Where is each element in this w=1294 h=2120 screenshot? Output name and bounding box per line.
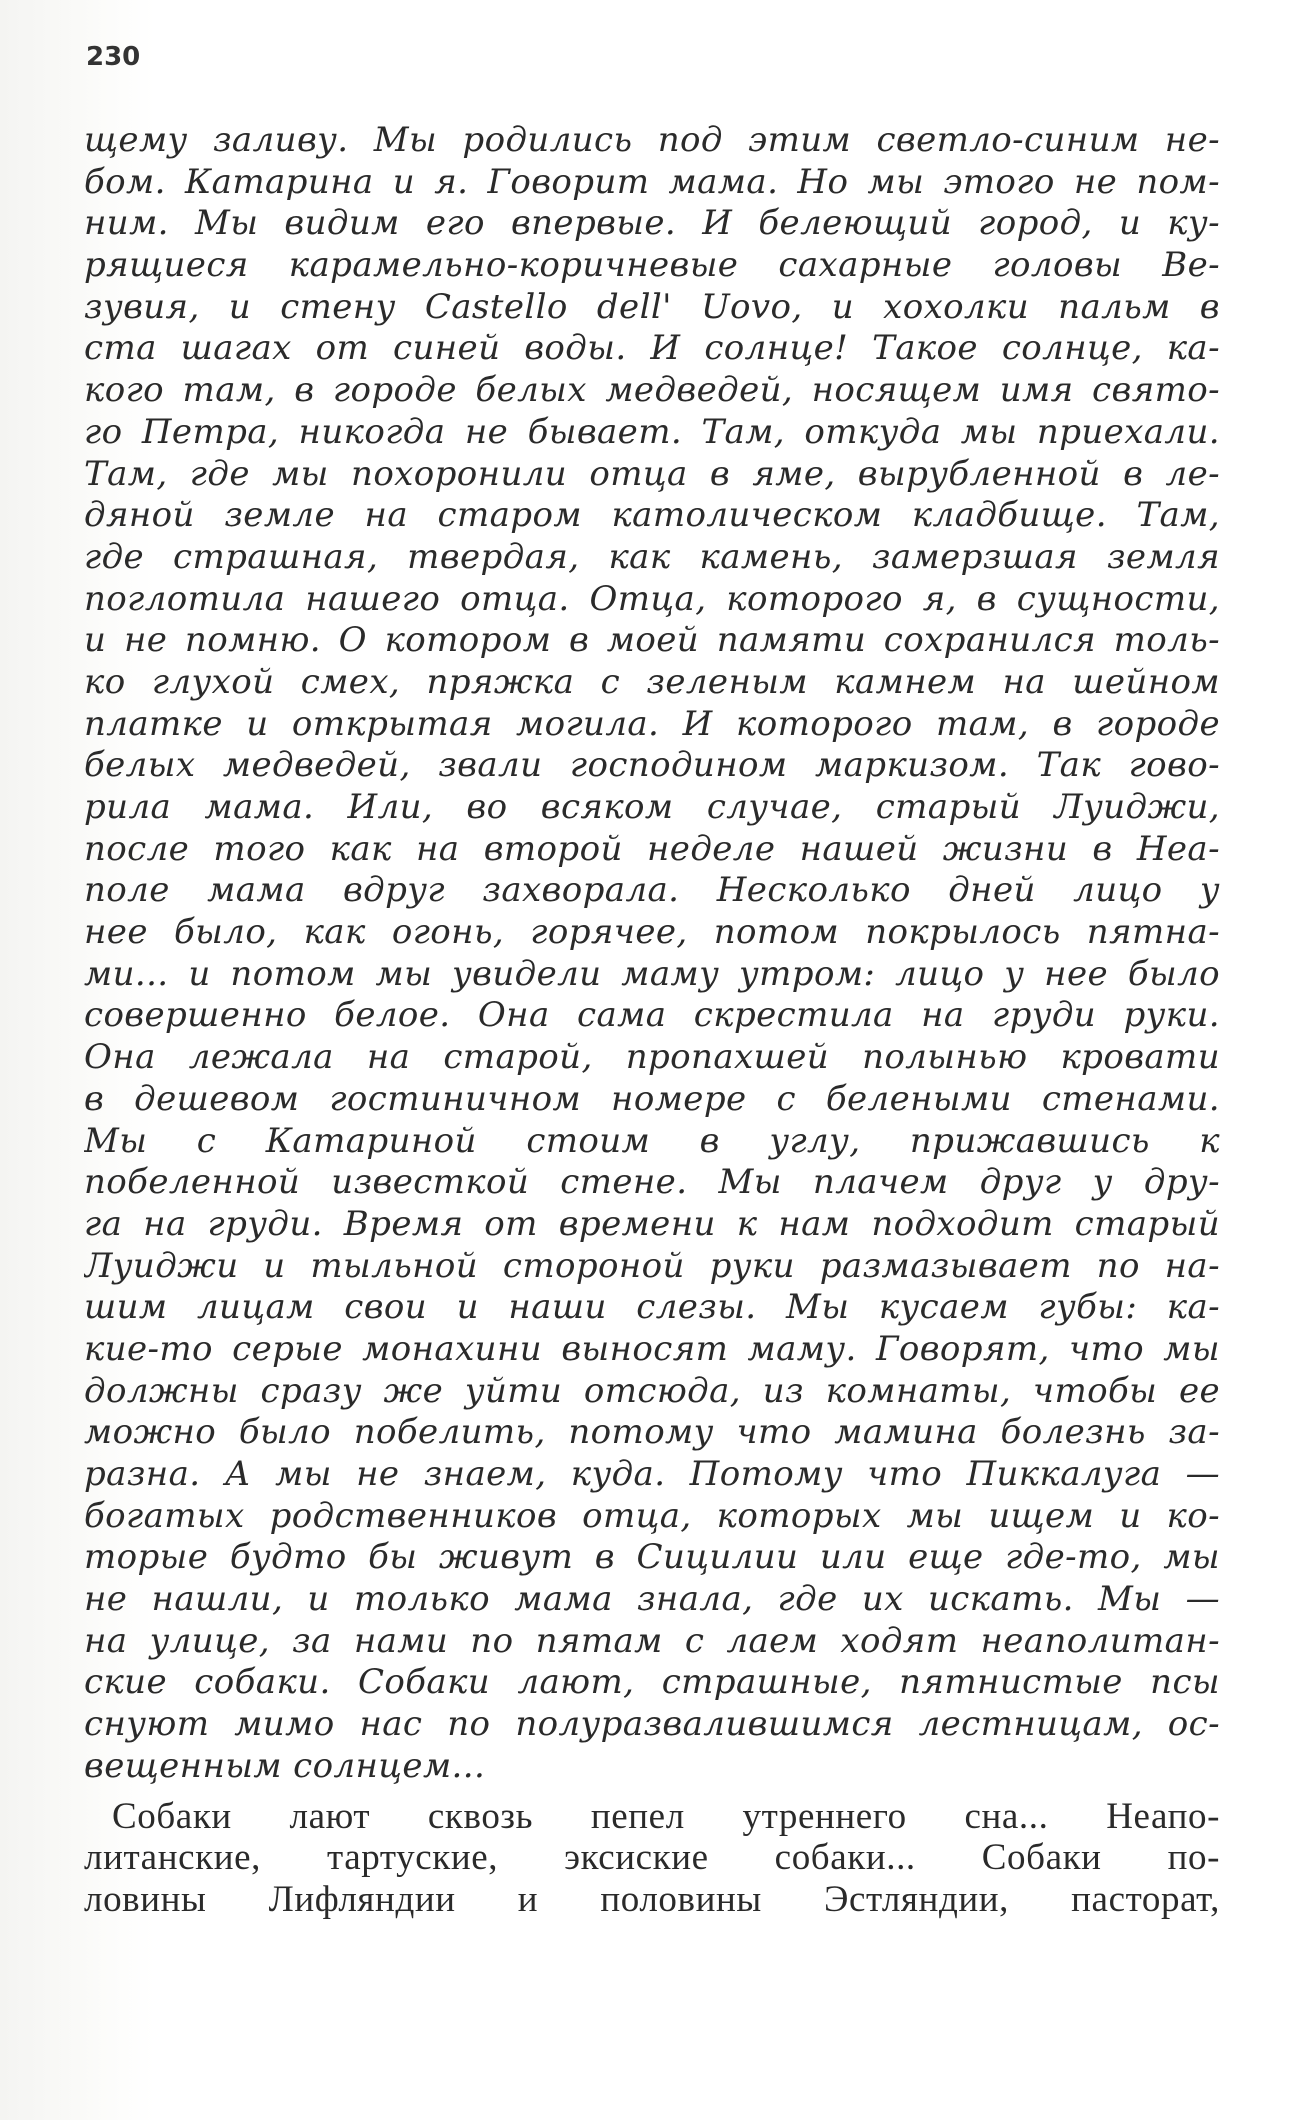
text-line: платке и открытая могила. И которого там, в городе	[84, 703, 1220, 744]
text-line: кого там, в городе белых медведей, носящем имя свято-	[84, 370, 1220, 411]
text-line: шим лицам свои и наши слезы. Мы кусаем губы: ка-	[84, 1287, 1220, 1328]
text-line: го Петра, никогда не бывает. Там, откуда мы приехали.	[84, 411, 1220, 452]
text-line: ми... и потом мы увидели маму утром: лицо у нее было	[84, 953, 1220, 994]
text-line: литанские, тартуские, эксиские собаки... Собаки по-	[84, 1837, 1220, 1879]
text-line: га на груди. Время от времени к нам подходит старый	[84, 1203, 1220, 1244]
text-line: совершенно белое. Она сама скрестила на груди руки.	[84, 995, 1220, 1036]
text-line: поле мама вдруг захворала. Несколько дней лицо у	[84, 870, 1220, 911]
text-line: должны сразу же уйти отсюда, из комнаты, чтобы ее	[84, 1370, 1220, 1411]
text-line: ские собаки. Собаки лают, страшные, пятнистые псы	[84, 1662, 1220, 1703]
text-line: Собаки лают сквозь пепел утреннего сна... Неапо-	[112, 1795, 1220, 1837]
text-line: ловины Лифляндии и половины Эстляндии, пасторат,	[84, 1878, 1220, 1920]
text-line: ним. Мы видим его впервые. И белеющий город, и ку-	[84, 203, 1220, 244]
text-line: бом. Катарина и я. Говорит мама. Но мы этого не пом-	[84, 161, 1220, 202]
text-line: после того как на второй неделе нашей жизни в Неа-	[84, 828, 1220, 869]
text-line: Мы с Катариной стоим в углу, прижавшись к	[84, 1120, 1220, 1161]
text-line: ко глухой смех, пряжка с зеленым камнем на шейном	[84, 661, 1220, 702]
text-line: в дешевом гостиничном номере с белеными стенами.	[84, 1078, 1220, 1119]
text-line: зувия, и стену Castello dell' Uovo, и хохолки пальм в	[84, 286, 1220, 327]
text-line: щему заливу. Мы родились под этим светло-синим не-	[84, 120, 1220, 160]
text-line: разна. А мы не знаем, куда. Потому что Пиккалуга —	[84, 1454, 1220, 1494]
text-line: рящиеся карамельно-коричневые сахарные головы Ве-	[84, 245, 1220, 286]
text-line: ста шагах от синей воды. И солнце! Такое солнце, ка-	[84, 328, 1220, 369]
text-line: дяной земле на старом католическом кладбище. Там,	[84, 495, 1220, 536]
text-line: и не помню. О котором в моей памяти сохранился толь-	[84, 620, 1220, 661]
text-line: Луиджи и тыльной стороной руки размазывает по на-	[84, 1245, 1220, 1286]
text-line: побеленной известкой стене. Мы плачем друг у дру-	[84, 1162, 1220, 1203]
page-number: 230	[86, 42, 141, 72]
text-line: богатых родственников отца, которых мы ищем и ко-	[84, 1495, 1220, 1536]
text-line: можно было побелить, потому что мамина болезнь за-	[84, 1412, 1220, 1453]
text-line: торые будто бы живут в Сицилии или еще где-то, мы	[84, 1537, 1220, 1578]
paragraph-gap	[84, 1788, 1220, 1796]
text-line: снуют мимо нас по полуразвалившимся лестницам, ос-	[84, 1704, 1220, 1745]
text-line: Там, где мы похоронили отца в яме, вырубленной в ле-	[84, 453, 1220, 494]
text-line: кие-то серые монахини выносят маму. Говорят, что мы	[84, 1328, 1220, 1369]
text-line: белых медведей, звали господином маркизом. Так гово-	[84, 745, 1220, 786]
paragraph-roman	[84, 1796, 1220, 1921]
paragraph-italic	[84, 120, 1220, 1788]
text-line: не нашли, и только мама знала, где их искать. Мы —	[84, 1579, 1220, 1620]
text-line: на улице, за нами по пятам с лаем ходят неаполитан-	[84, 1620, 1220, 1661]
text-block	[84, 120, 1220, 1921]
text-line: поглотила нашего отца. Отца, которого я, в сущности,	[84, 578, 1220, 619]
text-line: нее было, как огонь, горячее, потом покрылось пятна-	[84, 912, 1220, 953]
text-line: рила мама. Или, во всяком случае, старый Луиджи,	[84, 787, 1220, 827]
text-line: вещенным солнцем...	[84, 1745, 486, 1786]
text-line: Она лежала на старой, пропахшей полынью кровати	[84, 1037, 1220, 1078]
text-line: где страшная, твердая, как камень, замерзшая земля	[84, 536, 1220, 577]
